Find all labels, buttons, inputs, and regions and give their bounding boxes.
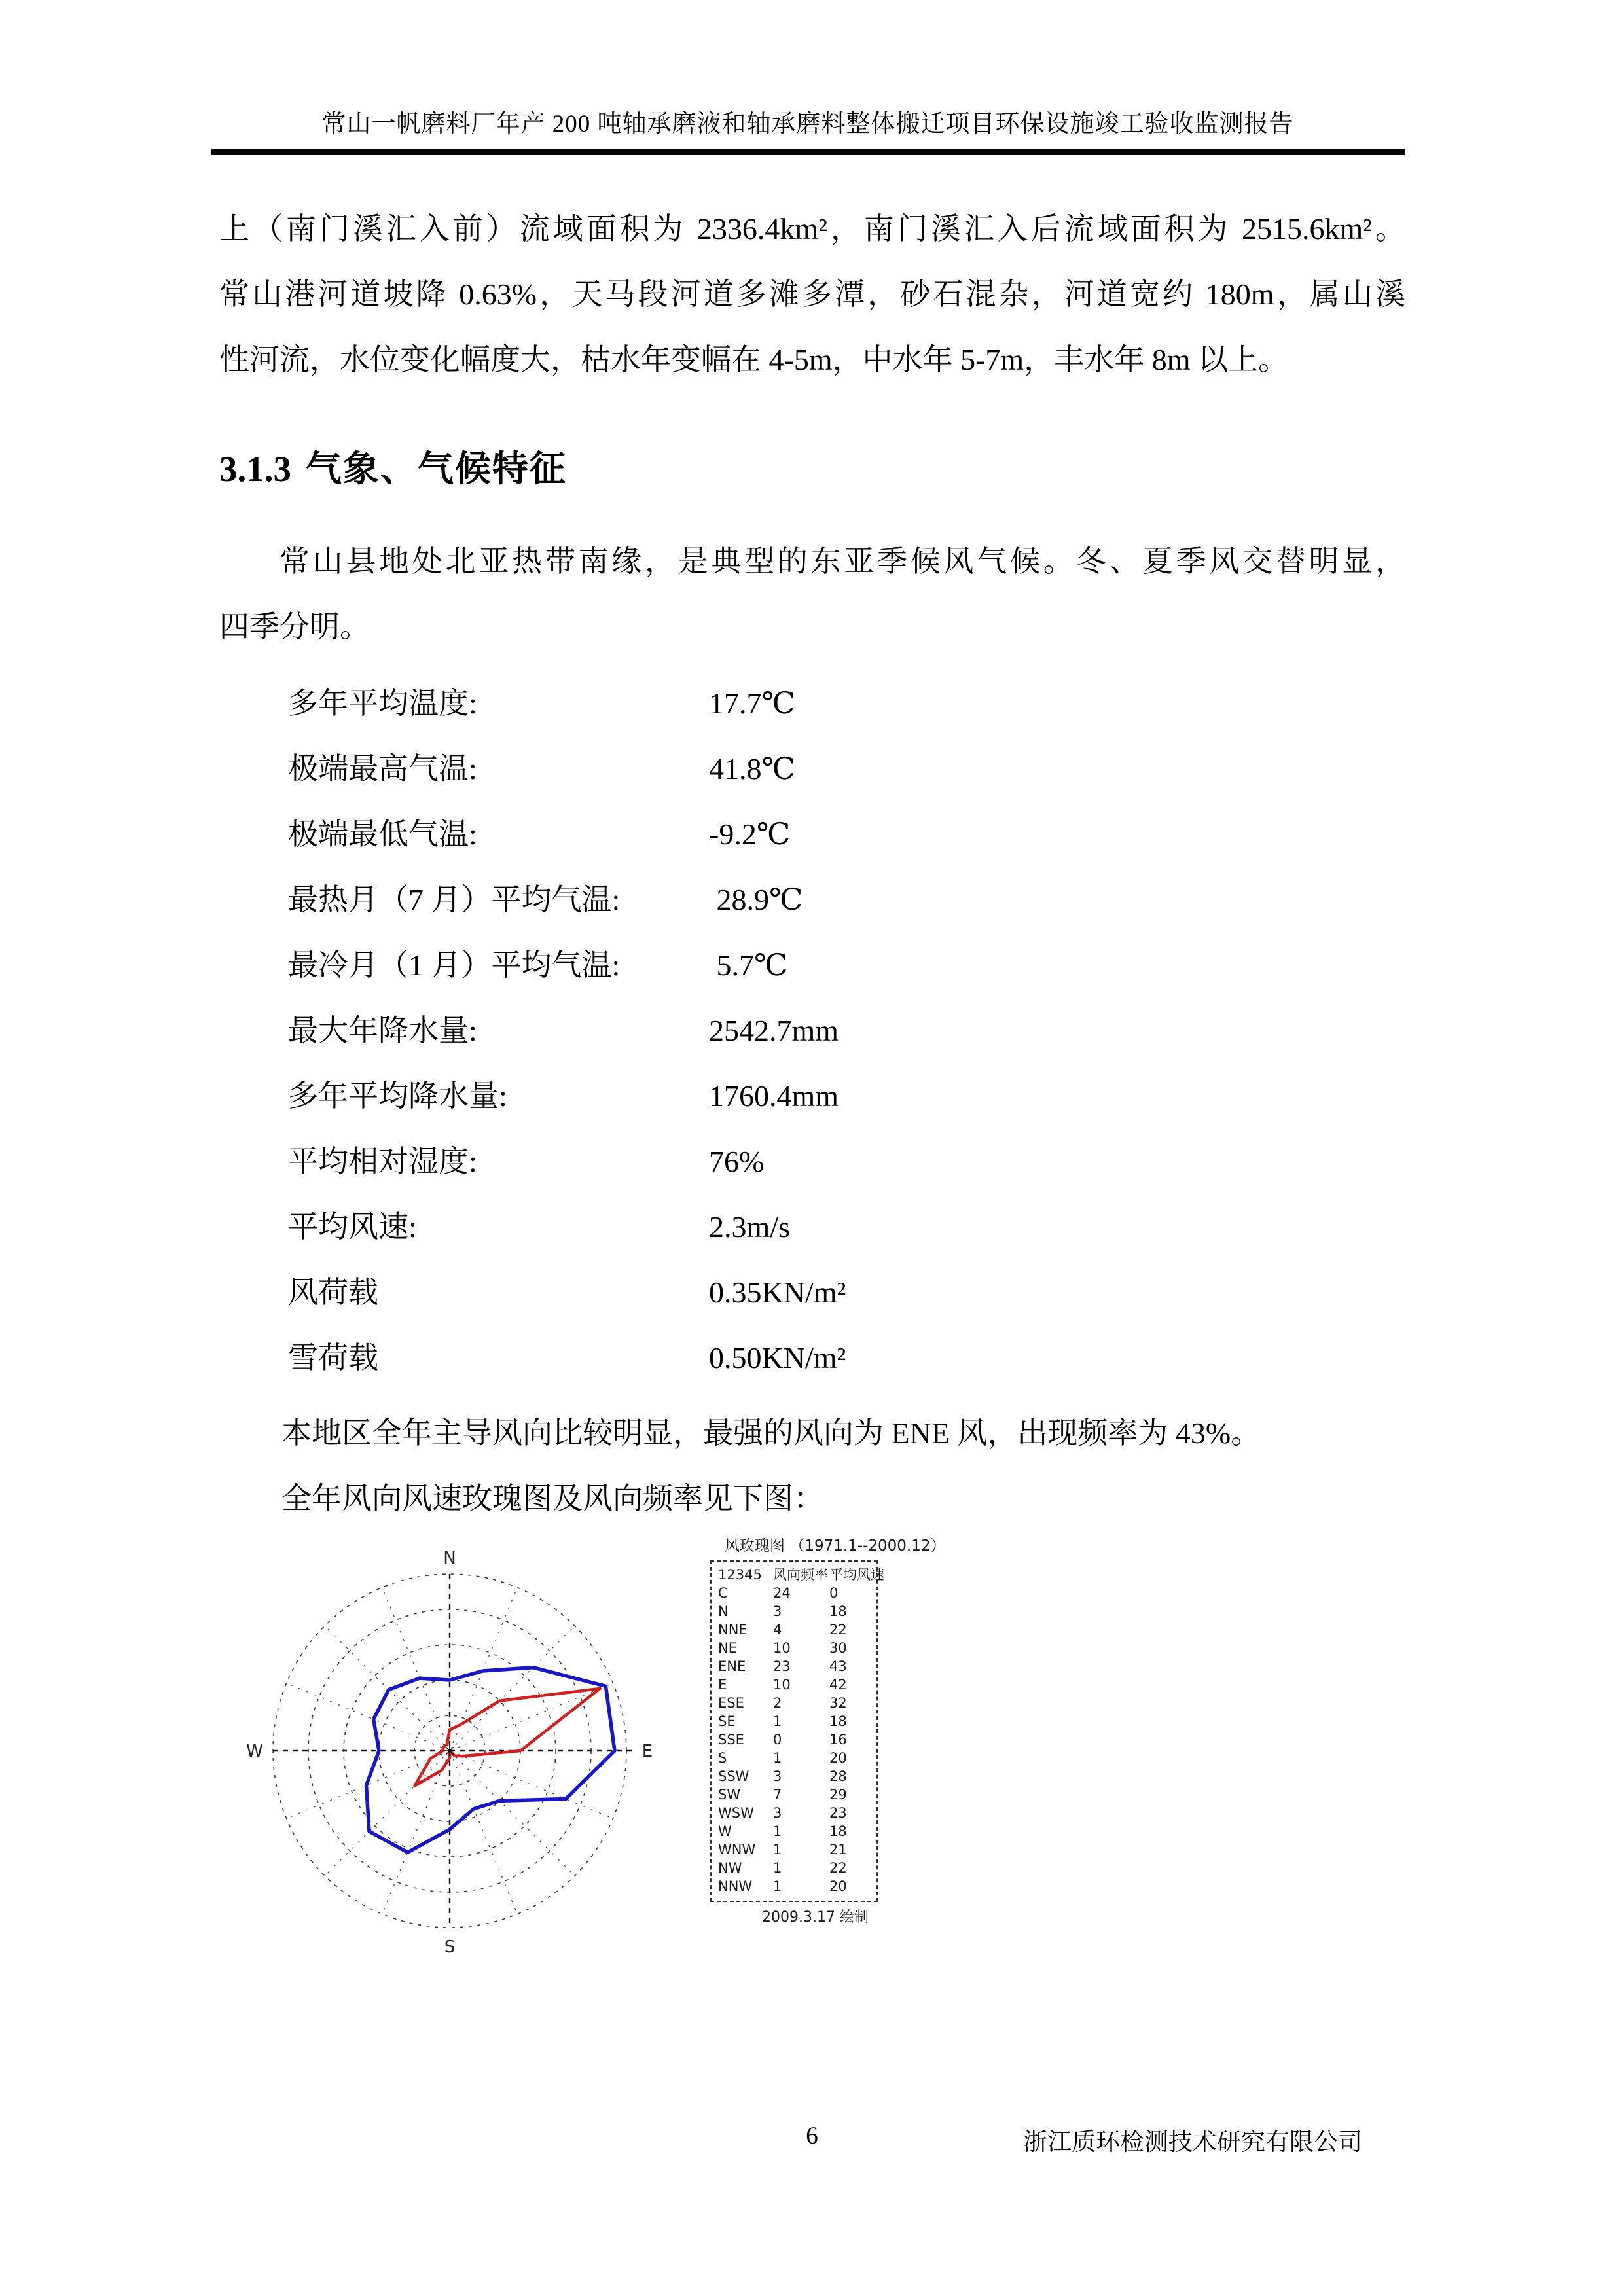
climate-label: 多年平均温度: — [288, 687, 477, 720]
text-line: 性河流，水位变化幅度大，枯水年变幅在 4-5m，中水年 5-7m，丰水年 8m 以上。 — [219, 343, 1288, 376]
wind-table-title: 风玫瑰图 （1971.1--2000.12） — [725, 1537, 946, 1554]
table-cell: WSW — [718, 1805, 754, 1821]
table-cell: NW — [718, 1860, 742, 1876]
climate-label: 极端最低气温: — [288, 817, 477, 851]
table-cell: 43 — [829, 1659, 847, 1674]
compass-label: W — [246, 1742, 263, 1761]
climate-label: 平均相对湿度: — [288, 1145, 477, 1178]
climate-row — [219, 933, 1405, 998]
table-cell: 22 — [829, 1622, 847, 1638]
climate-value: 0.50KN/m² — [709, 1341, 846, 1374]
compass-label: N — [443, 1549, 456, 1568]
climate-value: -9.2℃ — [709, 817, 791, 851]
table-cell: 1 — [773, 1878, 782, 1894]
table-cell: SE — [718, 1713, 736, 1729]
table-cell: 7 — [773, 1787, 782, 1803]
climate-label: 最冷月（1 月）平均气温: — [288, 948, 621, 982]
table-cell: 1 — [773, 1713, 782, 1729]
table-cell: 24 — [773, 1585, 791, 1601]
frequency-polygon — [415, 1689, 600, 1786]
table-cell: 18 — [829, 1713, 847, 1729]
climate-intro-paragraph — [219, 529, 1405, 660]
text-line: 常山县地处北亚热带南缘，是典型的东亚季候风气候。冬、夏季风交替明显， — [280, 545, 1405, 578]
climate-value: 41.8℃ — [709, 752, 795, 785]
table-cell: 10 — [773, 1677, 791, 1693]
table-cell: 10 — [773, 1640, 791, 1656]
table-header-cell: 12345 — [718, 1567, 762, 1583]
table-header-cell: 风向频率 — [773, 1567, 828, 1583]
climate-row — [219, 1325, 1405, 1391]
climate-label: 最热月（7 月）平均气温: — [288, 883, 621, 916]
table-cell: 3 — [773, 1805, 782, 1821]
page-number: 6 — [806, 2123, 818, 2149]
section-heading — [219, 440, 1405, 492]
climate-label: 多年平均降水量: — [288, 1079, 507, 1113]
table-cell: 1 — [773, 1750, 782, 1766]
footer-company: 浙江质环检测技术研究有限公司 — [1023, 2129, 1362, 2156]
table-cell: 23 — [773, 1659, 791, 1674]
climate-label: 风荷载 — [288, 1276, 378, 1309]
table-cell: 3 — [773, 1768, 782, 1784]
table-cell: NE — [718, 1640, 737, 1656]
table-header-cell: 平均风速 — [829, 1567, 884, 1583]
grid-spoke — [325, 1626, 450, 1751]
table-cell: WNW — [718, 1842, 756, 1857]
intro-paragraph — [219, 196, 1405, 393]
climate-row — [219, 671, 1405, 736]
climate-value: 17.7℃ — [709, 687, 795, 720]
section-number: 3.1.3 — [219, 449, 291, 489]
table-cell: S — [718, 1750, 727, 1766]
compass-label: S — [444, 1937, 456, 1957]
table-cell: 18 — [829, 1823, 847, 1839]
climate-label: 极端最高气温: — [288, 752, 477, 785]
table-cell: 4 — [773, 1622, 782, 1638]
table-cell: NNW — [718, 1878, 753, 1894]
table-cell: 23 — [829, 1805, 847, 1821]
table-cell: 2 — [773, 1695, 782, 1711]
page-footer — [0, 2122, 1624, 2161]
climate-label: 雪荷载 — [288, 1341, 378, 1374]
text-line: 常山港河道坡降 0.63%，天马段河道多滩多潭，砂石混杂，河道宽约 180m，属山溪 — [219, 278, 1405, 311]
table-cell: 42 — [829, 1677, 847, 1693]
wind-summary-paragraph: 本地区全年主导风向比较明显，最强的风向为 ENE 风，出现频率为 43%。 — [281, 1416, 1261, 1450]
grid-spoke — [382, 1751, 450, 1914]
wind-table-box — [710, 1560, 884, 1902]
compass-label: E — [641, 1742, 653, 1761]
table-cell: E — [718, 1677, 727, 1693]
table-cell: 1 — [773, 1842, 782, 1857]
table-cell: ESE — [718, 1695, 744, 1711]
climate-label: 最大年降水量: — [288, 1014, 477, 1047]
climate-data-list — [219, 671, 1405, 1391]
text-line: 四季分明。 — [219, 610, 370, 643]
text-line: 上（南门溪汇入前）流域面积为 2336.4km²，南门溪汇入后流域面积为 2515.6km²。 — [219, 212, 1405, 245]
climate-value: 1760.4mm — [709, 1079, 839, 1113]
climate-label: 平均风速: — [288, 1210, 417, 1244]
climate-row — [219, 1260, 1405, 1325]
section-title: 气象、气候特征 — [306, 448, 568, 489]
table-cell: 28 — [829, 1768, 847, 1784]
table-cell: SW — [718, 1787, 741, 1803]
table-cell: 1 — [773, 1823, 782, 1839]
grid-spoke — [450, 1626, 575, 1751]
table-cell: 30 — [829, 1640, 847, 1656]
climate-row — [219, 1194, 1405, 1260]
table-cell: ENE — [718, 1659, 746, 1674]
table-cell: 29 — [829, 1787, 847, 1803]
table-cell: 22 — [829, 1860, 847, 1876]
table-cell: SSW — [718, 1768, 749, 1784]
page-header: 常山一帆磨料厂年产 200 吨轴承磨液和轴承磨料整体搬迁项目环保设施竣工验收监测报告 — [211, 103, 1405, 155]
climate-value: 0.35KN/m² — [709, 1276, 846, 1309]
climate-value: 76% — [709, 1145, 765, 1178]
wind-rose-chart — [240, 1541, 659, 1960]
table-cell: 0 — [829, 1585, 839, 1601]
table-cell: C — [718, 1585, 728, 1601]
table-cell: 3 — [773, 1604, 782, 1619]
table-cell: 0 — [773, 1732, 782, 1748]
climate-value: 2.3m/s — [709, 1210, 790, 1244]
table-cell: 16 — [829, 1732, 847, 1748]
grid-spoke — [325, 1751, 450, 1876]
table-cell: 32 — [829, 1695, 847, 1711]
grid-spoke — [382, 1588, 450, 1751]
rose-intro-paragraph: 全年风向风速玫瑰图及风向频率见下图： — [281, 1482, 823, 1515]
table-cell: 1 — [773, 1860, 782, 1876]
table-cell: SSE — [718, 1732, 744, 1748]
table-cell: 20 — [829, 1878, 847, 1894]
climate-value: 2542.7mm — [709, 1014, 839, 1047]
table-cell: NNE — [718, 1622, 748, 1638]
table-cell: N — [718, 1604, 729, 1619]
wind-frequency-table — [710, 1534, 946, 1926]
climate-row — [219, 802, 1405, 867]
table-cell: 20 — [829, 1750, 847, 1766]
wind-rose-svg — [240, 1541, 659, 1960]
table-cell: 21 — [829, 1842, 847, 1857]
table-cell: 18 — [829, 1604, 847, 1619]
grid-spoke — [450, 1751, 517, 1914]
climate-row — [219, 1064, 1405, 1129]
climate-row — [219, 998, 1405, 1064]
climate-value: 28.9℃ — [709, 883, 803, 916]
avg-speed-polygon — [367, 1668, 615, 1853]
wind-table-caption: 2009.3.17 绘制 — [762, 1909, 869, 1926]
climate-row — [219, 1129, 1405, 1194]
climate-row — [219, 867, 1405, 933]
climate-value: 5.7℃ — [709, 948, 788, 982]
table-cell: W — [718, 1823, 732, 1839]
climate-row — [219, 736, 1405, 802]
grid-spoke — [287, 1683, 450, 1751]
